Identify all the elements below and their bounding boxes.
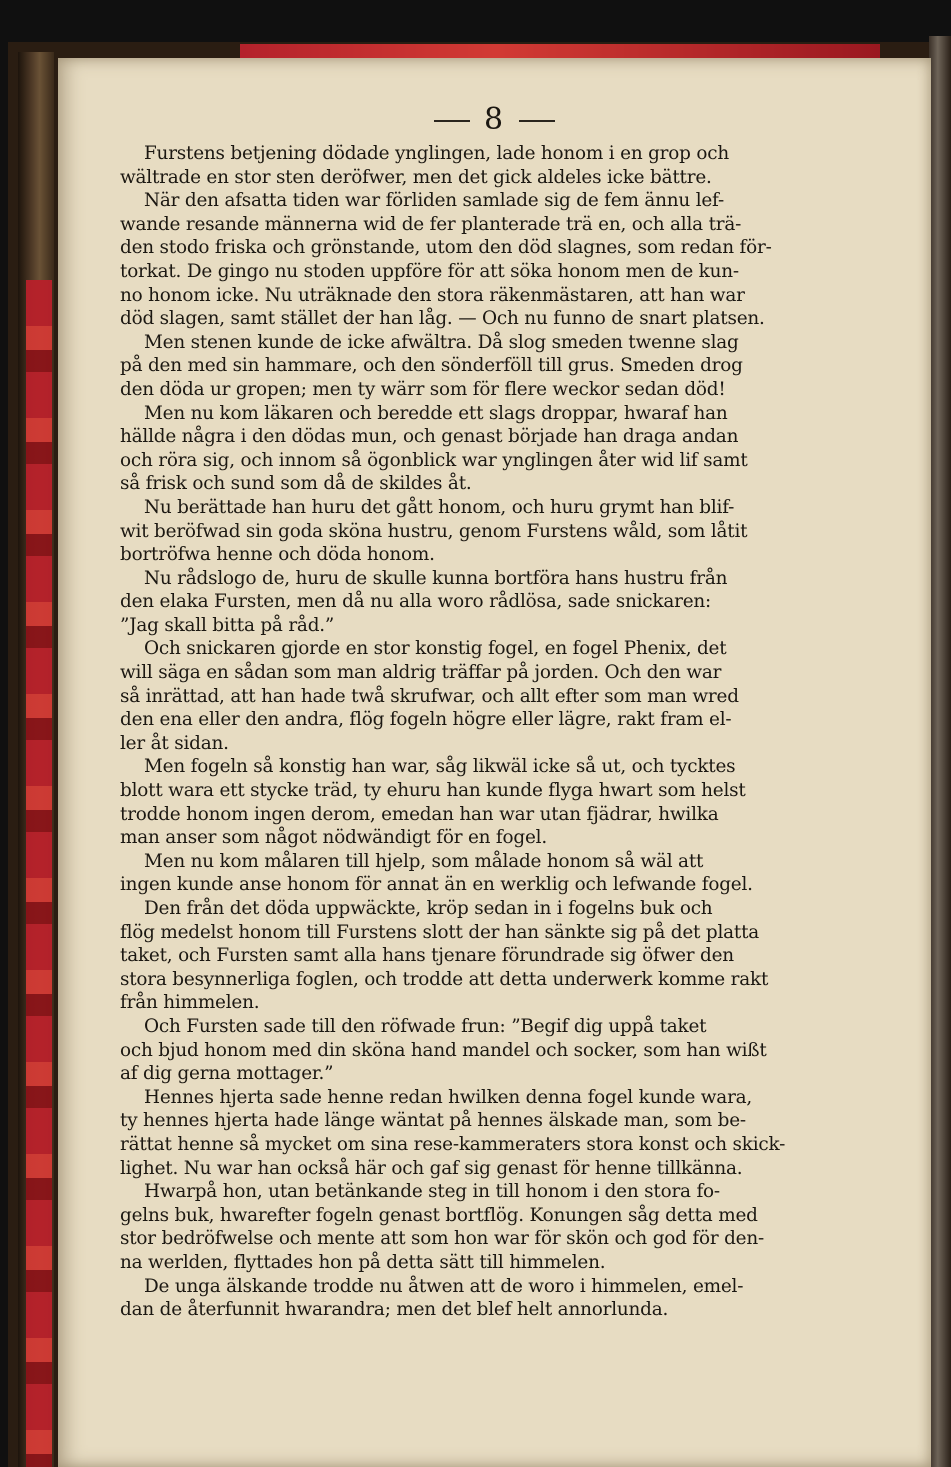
page-number: 8 [483, 102, 506, 137]
text-line: Och Fursten sade till den röfwade frun: ”Begif dig uppå taket [144, 1015, 707, 1037]
text-line: torkat. De gingo nu stoden uppföre för att söka honom men de kun- [120, 260, 739, 282]
text-line: Och snickaren gjorde en stor konstig fogel, en fogel Phenix, det [144, 638, 727, 660]
text-line: stora besynnerliga foglen, och trodde att detta underwerk komme rakt [120, 968, 769, 990]
text-line: på den med sin hammare, och den sönderföll till grus. Smeden drog [120, 355, 743, 377]
text-line: så frisk och sund som då de skildes åt. [120, 473, 472, 495]
header-dash-right [519, 120, 555, 122]
header-dash-left [434, 120, 470, 122]
text-line: will säga en sådan som man aldrig träffar på jorden. Och den war [120, 662, 722, 684]
text-line: De unga älskande trodde nu åtwen att de woro i himmelen, emel- [144, 1275, 744, 1297]
text-line: wit beröfwad sin goda sköna hustru, genom Furstens wåld, som låtit [120, 520, 748, 542]
text-line: så inrättad, att han hade twå skrufwar, och allt efter som man wred [120, 685, 739, 707]
text-line: lighet. Nu war han också här och gaf sig genast för henne tillkänna. [120, 1157, 743, 1179]
text-line: blott wara ett stycke träd, ty ehuru han kunde flyga hwart som helst [120, 780, 746, 802]
text-line: Hennes hjerta sade henne redan hwilken denna fogel kunde wara, [144, 1086, 753, 1108]
text-line: Furstens betjening dödade ynglingen, lade honom i en grop och [144, 143, 729, 164]
text-line: död slagen, samt stället der han låg. — Och nu funno de snart platsen. [120, 308, 765, 330]
text-line: den stodo friska och grönstande, utom den död slagnes, som redan för- [120, 237, 772, 259]
text-line: trodde honom ingen derom, emedan han war utan fjädrar, hwilka [120, 803, 719, 825]
text-line: Men fogeln så konstig han war, såg likwäl icke så ut, och tycktes [144, 756, 736, 778]
book-page [58, 58, 931, 1467]
text-line: wande resande männerna wid de fer planterade trä en, och alla trä- [120, 213, 742, 235]
page-edges-right [929, 36, 951, 1467]
text-line: Men nu kom läkaren och beredde ett slags droppar, hwaraf han [144, 402, 728, 424]
text-line: flög medelst honom till Furstens slott der han sänkte sig på det platta [120, 921, 760, 943]
text-line: Men nu kom målaren till hjelp, som målade honom så wäl att [144, 850, 704, 872]
text-line: na werlden, flyttades hon på detta sätt till himmelen. [120, 1251, 606, 1273]
text-line: ”Jag skall bitta på råd.” [120, 614, 335, 636]
text-line: hällde några i den dödas mun, och genast började han draga andan [120, 426, 739, 448]
text-line: wältrade en stor sten deröfwer, men det gick aldeles icke bättre. [120, 166, 712, 188]
text-line: rättat henne så mycket om sina rese-kammeraters stora konst och skick- [120, 1133, 786, 1155]
text-line: gelns buk, hwarefter fogeln genast bortflög. Konungen såg detta med [120, 1204, 758, 1226]
text-line: Men stenen kunde de icke afwältra. Då slog smeden twenne slag [144, 331, 739, 353]
text-line: man anser som något nödwändigt för en fogel. [120, 827, 547, 849]
text-line: dan de återfunnit hwarandra; men det blef helt annorlunda. [120, 1299, 669, 1321]
text-line: stor bedröfwelse och mente att som hon war för skön och god för den- [120, 1228, 765, 1250]
text-line: den döda ur gropen; men ty wärr som för flere weckor sedan död! [120, 378, 726, 400]
cover-top-edge [240, 44, 880, 58]
text-line: ingen kunde anse honom för annat än en werklig och lefwande fogel. [120, 874, 753, 896]
text-line: Nu berättade han huru det gått honom, och huru grymt han blif- [144, 496, 735, 518]
page-header [58, 102, 931, 137]
body-text [120, 142, 872, 1322]
marbled-cover-edge [26, 280, 52, 1467]
text-line: Nu rådslogo de, huru de skulle kunna bortföra hans hustru från [144, 567, 728, 589]
text-line: bortröfwa henne och döda honom. [120, 544, 435, 566]
text-line: och bjud honom med din sköna hand mandel och socker, som han wißt [120, 1039, 767, 1061]
text-line: Den från det döda uppwäckte, kröp sedan in i fogelns buk och [144, 898, 713, 919]
text-line: af dig gerna mottager.” [120, 1063, 334, 1085]
text-line: taket, och Fursten samt alla hans tjenare förundrade sig öfwer den [120, 945, 734, 967]
text-line: ler åt sidan. [120, 732, 229, 754]
text-line: den ena eller den andra, flög fogeln högre eller lägre, rakt fram el- [120, 709, 732, 731]
text-line: den elaka Fursten, men då nu alla woro rådlösa, sade snickaren: [120, 591, 712, 613]
text-line: no honom icke. Nu uträknade den stora räkenmästaren, att han war [120, 284, 745, 306]
text-line: När den afsatta tiden war förliden samlade sig de fem ännu lef- [144, 190, 725, 212]
text-line: Hwarpå hon, utan betänkande steg in till honom i den stora fo- [144, 1181, 720, 1203]
text-line: och röra sig, och innom så ögonblick war ynglingen åter wid lif samt [120, 449, 748, 471]
text-line: från himmelen. [120, 992, 260, 1014]
text-line: ty hennes hjerta hade länge wäntat på hennes älskade man, som be- [120, 1110, 746, 1132]
